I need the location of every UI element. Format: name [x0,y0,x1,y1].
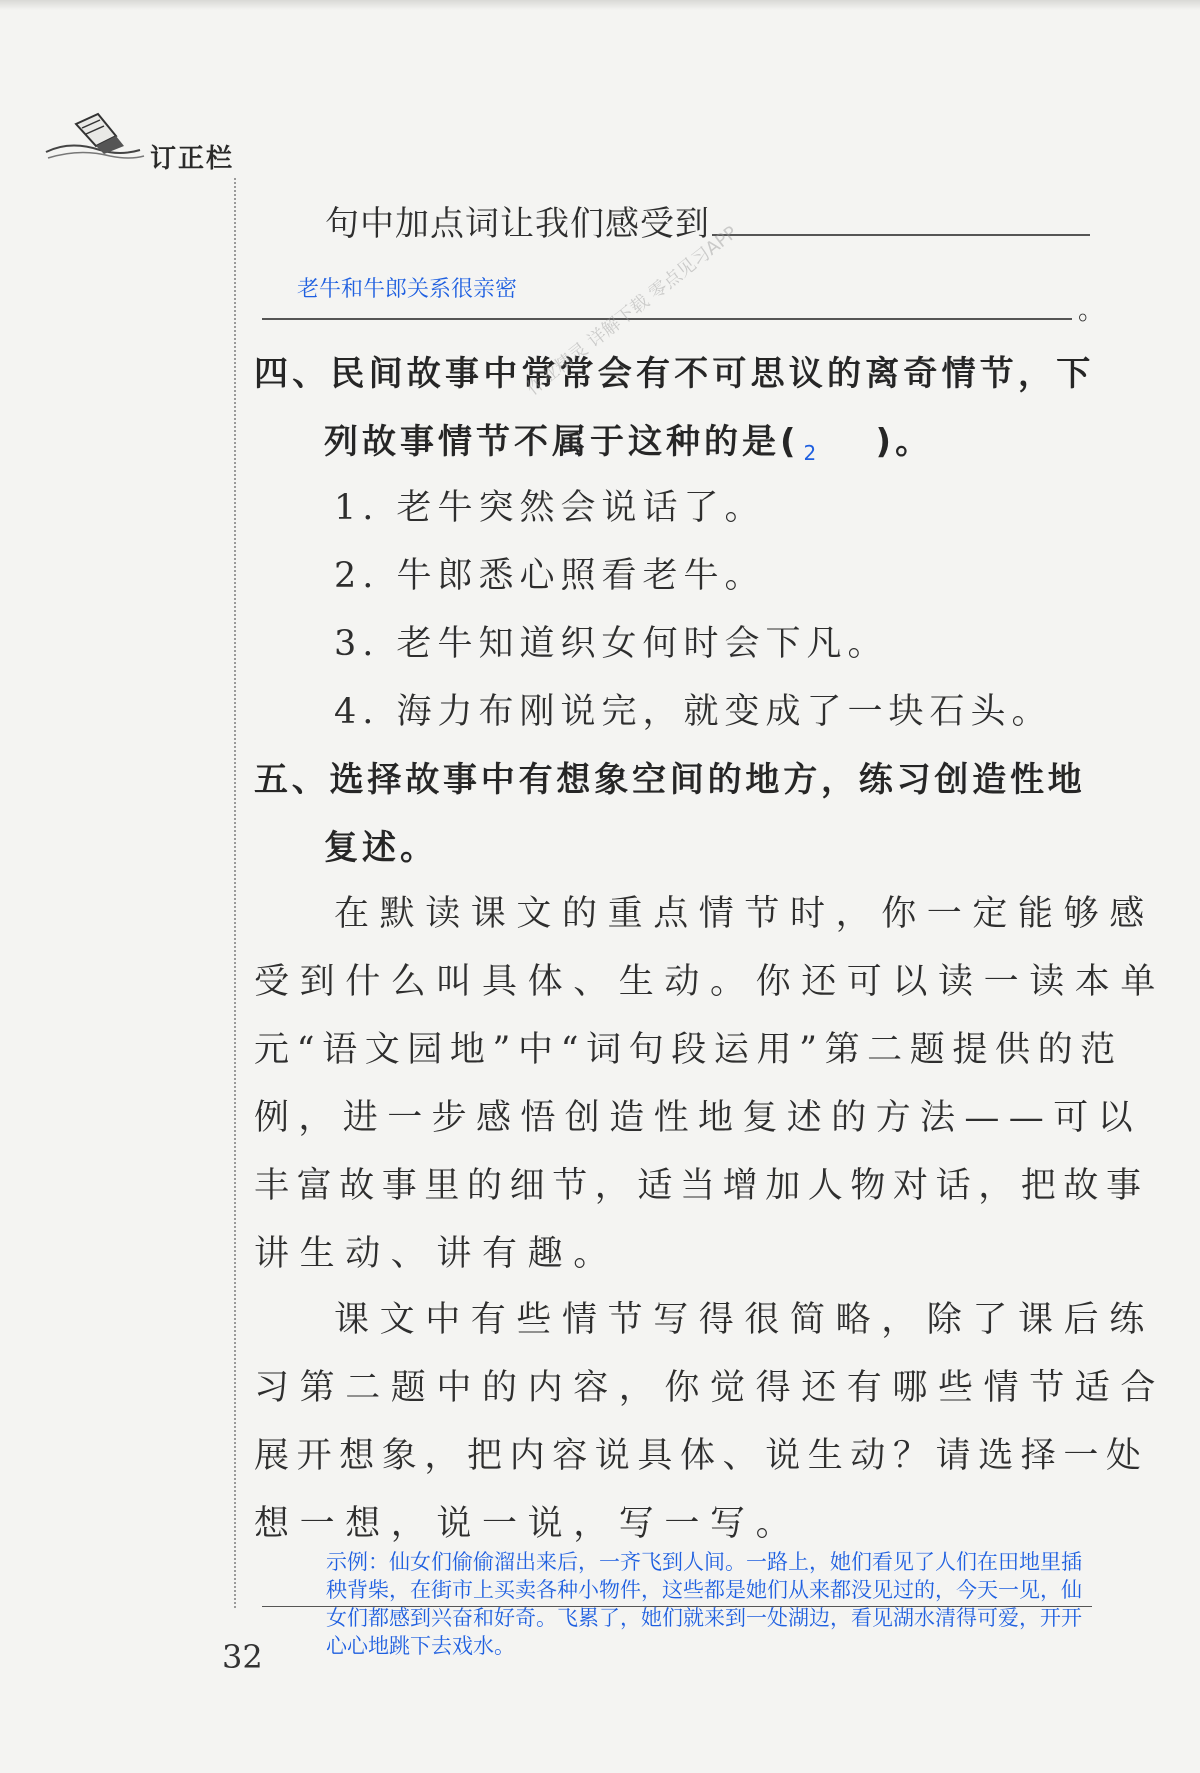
q5-para2-line3: 展开想象，把内容说具体、说生动？请选择一处 [254,1436,1149,1476]
q3-answer-line-1 [712,234,1090,236]
q4-title-post: )。 [875,422,934,462]
q5-title-line2: 复述。 [324,828,438,868]
header-label: 订正栏 [150,144,235,174]
margin-divider [234,178,236,1608]
q3-end-mark: 。 [1078,296,1105,326]
correction-column-header [40,110,240,180]
q4-option-3: 3. 老牛知道织女何时会下凡。 [334,624,889,664]
q4-title-pre: 列故事情节不属于这种的是( [324,422,800,462]
q5-title-line1: 五、选择故事中有想象空间的地方，练习创造性地 [254,760,1086,800]
q5-para1-line2: 受到什么叫具体、生动。你还可以读一读本单 [254,962,1167,1002]
q4-title-line1: 四、民间故事中常常会有不可思议的离奇情节，下 [254,354,1095,394]
q5-handwritten-example: 示例：仙女们偷偷溜出来后，一齐飞到人间。一路上，她们看见了人们在田地里插秧背柴，在街市上买卖各种小物件，这些都是她们从来都没见过的，今天一见，仙女们都感到兴奋和好奇。飞累了，她们就来到一处湖边，看见湖水清得可爱，开开心心地跳下去戏水。 [326,1550,1082,1658]
q5-para2-line2: 习第二题中的内容，你觉得还有哪些情节适合 [254,1368,1167,1408]
q4-title-line2 [324,414,933,463]
q5-para1-line6: 讲生动、讲有趣。 [254,1234,619,1274]
pencil-icon [40,110,160,180]
q5-para1-line1: 在默读课文的重点情节时，你一定能够感 [334,894,1155,934]
q5-para1-line3: 元“语文园地”中“词句段运用”第二题提供的范 [254,1030,1123,1070]
q5-para2-line4: 想一想，说一说，写一写。 [254,1504,802,1544]
page-number: 32 [222,1638,263,1676]
q4-handwritten-answer: 2 [803,441,821,465]
q5-para1-line5: 丰富故事里的细节，适当增加人物对话，把故事 [254,1166,1149,1206]
q5-para2-line1: 课文中有些情节写得很简略，除了课后练 [334,1300,1155,1340]
q3-prompt: 句中加点词让我们感受到 [325,204,710,244]
q3-answer-line-2 [262,318,1072,320]
watermark: 作业精灵 详解下载 零点见习APP [522,222,742,400]
q3-handwritten-answer: 老牛和牛郎关系很亲密 [297,277,518,302]
q4-option-1: 1. 老牛突然会说话了。 [334,488,766,528]
q4-option-2: 2. 牛郎悉心照看老牛。 [334,556,766,596]
q5-para1-line4: 例，进一步感悟创造性地复述的方法——可以 [254,1098,1143,1138]
q4-option-4: 4. 海力布刚说完，就变成了一块石头。 [334,692,1053,732]
